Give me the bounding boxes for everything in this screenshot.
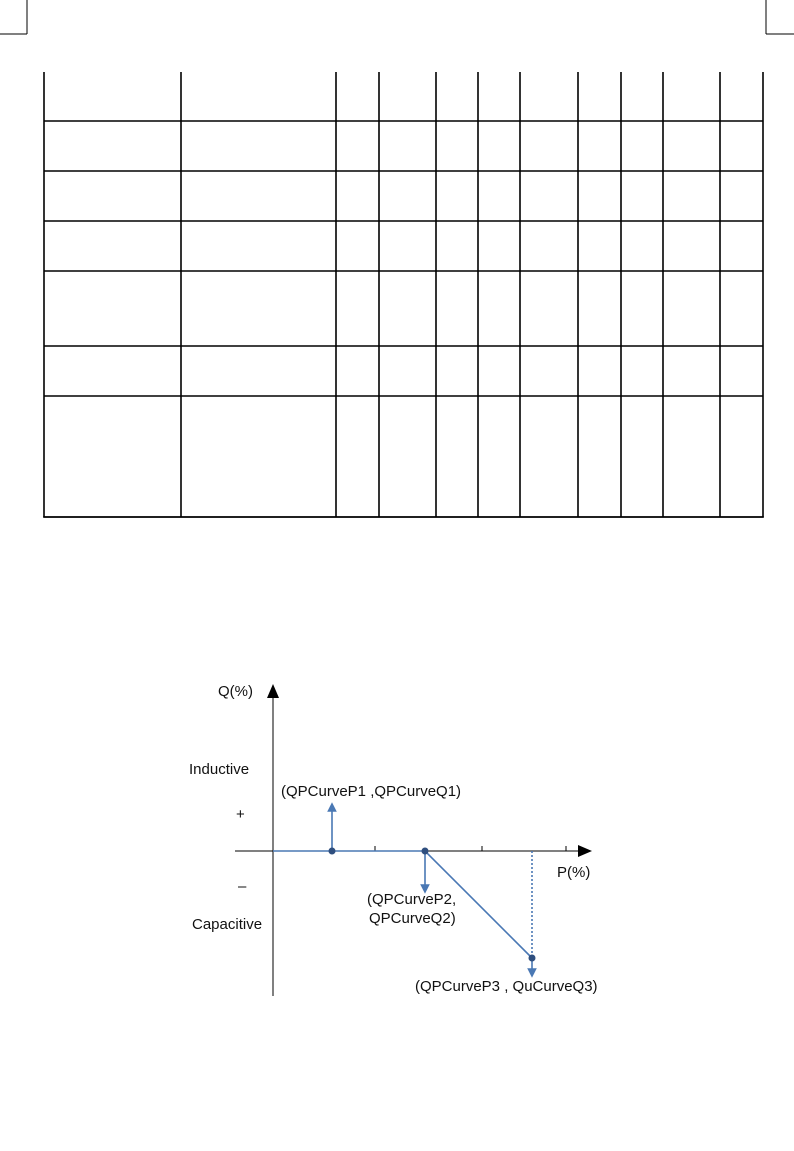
point1-label: (QPCurveP1 ,QPCurveQ1)	[281, 783, 462, 800]
capacitive-label: Capacitive	[192, 916, 263, 933]
point2-marker	[422, 848, 429, 855]
empty-table	[0, 0, 794, 530]
y-axis-arrowhead	[267, 684, 279, 698]
point3-marker	[529, 955, 536, 962]
qp-curve-line	[273, 851, 532, 958]
point3-label: (QPCurveP3 , QuCurveQ3)	[415, 978, 598, 995]
y-axis-label: Q(%)	[218, 683, 253, 700]
point2-label-line2: QPCurveQ2)	[369, 910, 456, 927]
point2-label-line1: (QPCurveP2,	[367, 891, 457, 908]
x-axis-label: P(%)	[557, 864, 591, 881]
point1-marker	[329, 848, 336, 855]
inductive-label: Inductive	[189, 761, 250, 778]
plus-sign: +	[236, 806, 245, 823]
minus-sign: –	[238, 878, 247, 895]
x-axis-arrowhead	[578, 845, 592, 857]
